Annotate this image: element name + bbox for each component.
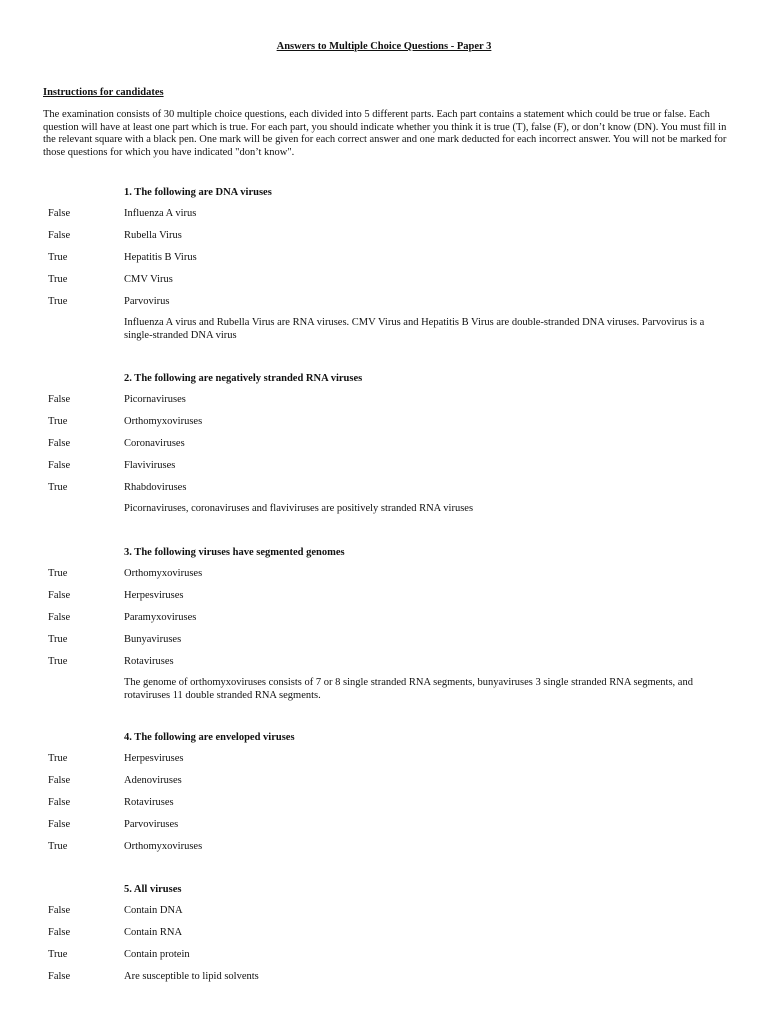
answer-value: True <box>48 482 68 493</box>
answer-row <box>0 796 768 809</box>
answer-value: False <box>48 394 71 405</box>
answer-statement: Bunyaviruses <box>124 634 182 645</box>
answer-statement: Rubella Virus <box>124 230 182 241</box>
answer-row <box>0 774 768 787</box>
answer-statement: Herpesviruses <box>124 590 184 601</box>
answer-statement: Orthomyxoviruses <box>124 416 203 427</box>
document-title: Answers to Multiple Choice Questions - Paper 3 <box>276 41 492 52</box>
answer-row <box>0 611 768 624</box>
answer-value: False <box>48 905 71 916</box>
answer-statement: Contain DNA <box>124 905 183 916</box>
answer-statement: Orthomyxoviruses <box>124 568 203 579</box>
answer-value: True <box>48 416 68 427</box>
answer-row <box>0 904 768 917</box>
answer-value: False <box>48 460 71 471</box>
answer-value: True <box>48 296 68 307</box>
answer-statement: Rotaviruses <box>124 656 174 667</box>
answer-value: False <box>48 590 71 601</box>
answer-row <box>0 633 768 646</box>
answer-statement: Rhabdoviruses <box>124 482 187 493</box>
answer-row <box>0 393 768 406</box>
answer-statement: Contain RNA <box>124 927 183 938</box>
answer-statement: Contain protein <box>124 949 190 960</box>
answer-row <box>0 415 768 428</box>
answer-value: True <box>48 656 68 667</box>
answer-statement: Parvovirus <box>124 296 170 307</box>
answer-value: False <box>48 797 71 808</box>
answer-value: False <box>48 208 71 219</box>
answer-statement: Are susceptible to lipid solvents <box>124 971 259 982</box>
instructions-heading: Instructions for candidates <box>43 87 164 98</box>
answer-row <box>0 459 768 472</box>
answer-row <box>0 251 768 264</box>
answer-statement: Coronaviruses <box>124 438 185 449</box>
question-title: 2. The following are negatively stranded RNA viruses <box>124 373 363 384</box>
answer-row <box>0 437 768 450</box>
answer-value: False <box>48 927 71 938</box>
answer-value: False <box>48 775 71 786</box>
answer-statement: Picornaviruses <box>124 394 186 405</box>
question-title: 1. The following are DNA viruses <box>124 187 272 198</box>
question-explanation: The genome of orthomyxoviruses consists of 7 or 8 single stranded RNA segments, bunyaviruses 3 single stranded RNA segments, and rotaviruses 11 double stranded RNA segments. <box>124 677 693 701</box>
answer-row <box>0 840 768 853</box>
answer-statement: Hepatitis B Virus <box>124 252 197 263</box>
answer-value: True <box>48 568 68 579</box>
answer-row <box>0 273 768 286</box>
answer-row <box>0 567 768 580</box>
answer-value: False <box>48 819 71 830</box>
answer-statement: Influenza A virus <box>124 208 197 219</box>
answer-value: True <box>48 949 68 960</box>
answer-statement: Adenoviruses <box>124 775 182 786</box>
question-explanation: Picornaviruses, coronaviruses and flaviviruses are positively stranded RNA viruses <box>124 503 474 514</box>
answer-row <box>0 818 768 831</box>
answer-statement: Flaviviruses <box>124 460 176 471</box>
answer-row <box>0 481 768 494</box>
answer-statement: Rotaviruses <box>124 797 174 808</box>
answer-value: False <box>48 612 71 623</box>
answer-statement: Orthomyxoviruses <box>124 841 203 852</box>
answer-row <box>0 589 768 602</box>
answer-value: True <box>48 274 68 285</box>
question-title: 3. The following viruses have segmented genomes <box>124 547 345 558</box>
answer-row <box>0 229 768 242</box>
answer-value: False <box>48 438 71 449</box>
answer-row <box>0 295 768 308</box>
answer-statement: Paramyxoviruses <box>124 612 197 623</box>
answer-value: True <box>48 841 68 852</box>
answer-statement: Parvoviruses <box>124 819 179 830</box>
answer-value: False <box>48 230 71 241</box>
answer-value: True <box>48 753 68 764</box>
question-title: 5. All viruses <box>124 884 182 895</box>
answer-row <box>0 970 768 983</box>
question-explanation: Influenza A virus and Rubella Virus are RNA viruses. CMV Virus and Hepatitis B Virus are double-stranded DNA viruses. Parvovirus is a single-stranded DNA virus <box>124 317 705 341</box>
answer-statement: Herpesviruses <box>124 753 184 764</box>
instructions-body: The examination consists of 30 multiple choice questions, each divided into 5 different parts. Each part contains a statement which could be true or false. Each question will have at least one part which is true. For each part, you should indicate whether you think it is true (T), false (F), or don’t know (DN). You must fill in the relevant square with a black pen. One mark will be given for each correct answer and one mark deducted for each incorrect answer. You will not be marked for those questions for which you have indicated "don’t know". <box>43 109 727 158</box>
answer-row <box>0 655 768 668</box>
answer-value: True <box>48 252 68 263</box>
answer-row <box>0 207 768 220</box>
answer-row <box>0 948 768 961</box>
question-title: 4. The following are enveloped viruses <box>124 732 295 743</box>
answer-statement: CMV Virus <box>124 274 173 285</box>
answer-value: True <box>48 634 68 645</box>
answer-row <box>0 926 768 939</box>
answer-value: False <box>48 971 71 982</box>
answer-row <box>0 752 768 765</box>
